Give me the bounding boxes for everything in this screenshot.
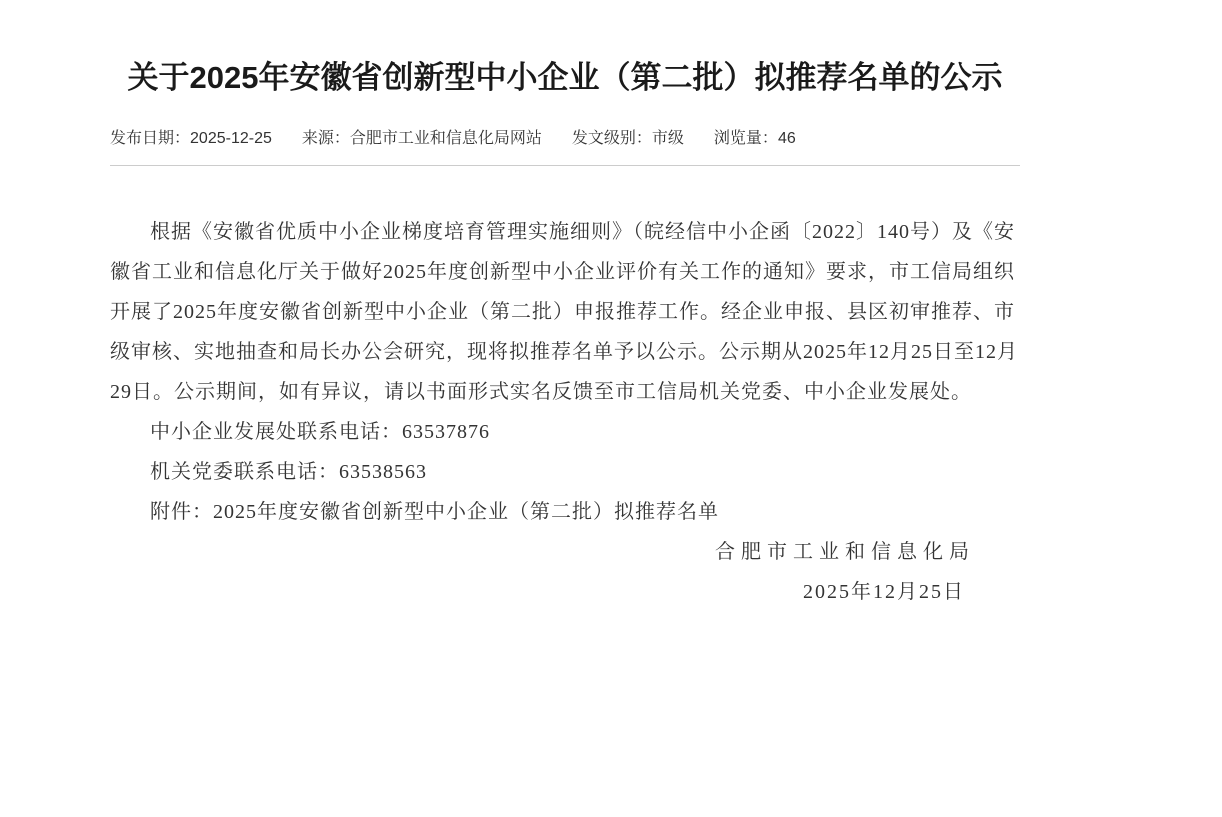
meta-source xyxy=(302,127,542,151)
page-title: 关于2025年安徽省创新型中小企业（第二批）拟推荐名单的公示 xyxy=(127,60,1003,95)
article-meta-row xyxy=(110,127,1020,151)
meta-view-count-value: 46 xyxy=(777,130,796,147)
meta-publish-date-label: 发布日期： xyxy=(110,130,191,147)
meta-view-count xyxy=(714,127,796,151)
meta-divider xyxy=(110,165,1020,166)
meta-doc-level-label: 发文级别： xyxy=(571,130,652,147)
meta-doc-level xyxy=(572,127,684,151)
signature-organization: 合肥市工业和信息化局 xyxy=(715,541,975,563)
article-container xyxy=(110,50,1020,612)
meta-publish-date-value: 2025-12-25 xyxy=(190,130,272,147)
meta-publish-date xyxy=(110,127,272,151)
meta-source-label: 来源： xyxy=(301,130,350,147)
signature-date: 2025年12月25日 xyxy=(803,581,965,603)
paragraph-contact-party: 机关党委联系电话：63538563 xyxy=(150,461,427,483)
meta-doc-level-value: 市级 xyxy=(651,130,684,147)
paragraph-contact-smes: 中小企业发展处联系电话：63537876 xyxy=(150,421,490,443)
meta-source-value: 合肥市工业和信息化局网站 xyxy=(349,130,542,147)
article-body xyxy=(110,212,1020,612)
paragraph-attachment: 附件：2025年度安徽省创新型中小企业（第二批）拟推荐名单 xyxy=(150,501,719,523)
meta-view-count-label: 浏览量： xyxy=(713,130,778,147)
paragraph-main: 根据《安徽省优质中小企业梯度培育管理实施细则》（皖经信中小企函〔2022〕140号）及《安徽省工业和信息化厅关于做好2025年度创新型中小企业评价有关工作的通知》要求，市工信局组织开展了2025年度安徽省创新型中小企业（第二批）申报推荐工作。经企业申报、县区初审推荐、市级审核、实地抽查和局长办公会研究，现将拟推荐名单予以公示。公示期从2025年12月25日至12月29日。公示期间，如有异议，请以书面形式实名反馈至市工信局机关党委、中小企业发展处。 xyxy=(110,221,1018,403)
